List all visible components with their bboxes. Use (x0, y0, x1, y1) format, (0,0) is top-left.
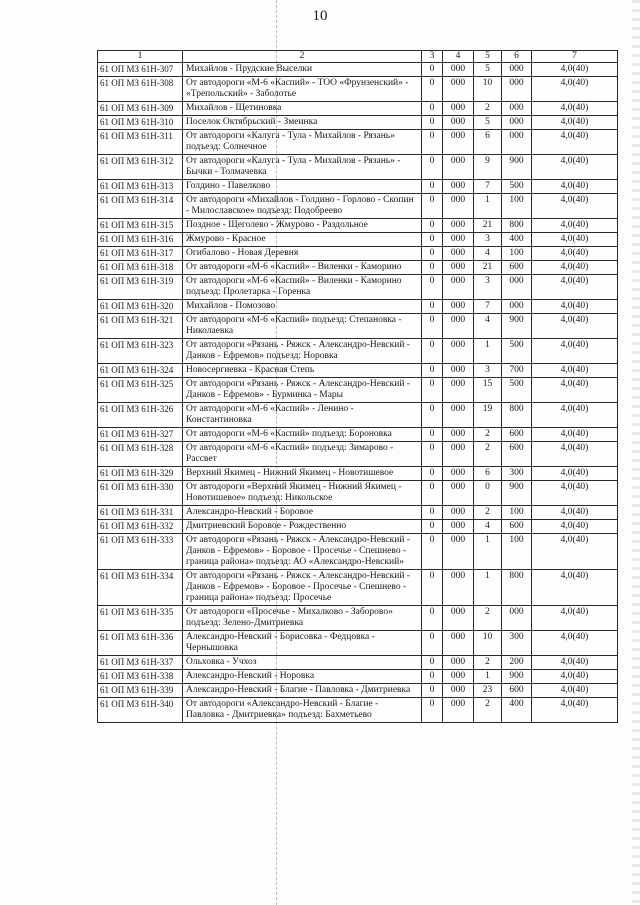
value-cell: 1 (474, 194, 502, 219)
table-row (98, 300, 618, 314)
road-code-cell: 61 ОП МЗ 61Н-333 (98, 534, 183, 570)
value-cell: 000 (443, 606, 474, 631)
category-cell: 4,0(40) (532, 247, 618, 261)
value-cell: 000 (443, 300, 474, 314)
road-name-cell: От автодороги «Рязань - Ряжск - Александро-Невский - Данков - Ефремов» подъезд: Норовка (183, 339, 422, 364)
value-cell: 9 (474, 155, 502, 180)
road-code-cell: 61 ОП МЗ 61Н-327 (98, 428, 183, 442)
value-cell: 2 (474, 506, 502, 520)
road-name-cell: От автодороги «Рязань - Ряжск - Александро-Невский - Данков - Ефремов» - Боровое - Просечье - Спешнево - граница района» подъезд: АО «Александро-Невский» (183, 534, 422, 570)
category-cell: 4,0(40) (532, 520, 618, 534)
road-code-cell: 61 ОП МЗ 61Н-314 (98, 194, 183, 219)
column-header: 4 (443, 51, 474, 63)
category-cell: 4,0(40) (532, 428, 618, 442)
value-cell: 000 (443, 467, 474, 481)
table-row (98, 261, 618, 275)
road-name-cell: Ольховка - Учхоз (183, 656, 422, 670)
category-cell: 4,0(40) (532, 300, 618, 314)
road-name-cell: Поселок Октябрьский - Змеинка (183, 116, 422, 130)
value-cell: 2 (474, 656, 502, 670)
value-cell: 000 (443, 155, 474, 180)
road-code-cell: 61 ОП МЗ 61Н-340 (98, 698, 183, 723)
value-cell: 000 (502, 116, 532, 130)
value-cell: 0 (422, 656, 443, 670)
road-name-cell: От автодороги «Верхний Якимец - Нижний Якимец - Новотишевое» подъезд: Никольское (183, 481, 422, 506)
value-cell: 0 (422, 481, 443, 506)
road-name-cell: Поздное - Щеголево - Жмурово - Раздольное (183, 219, 422, 233)
value-cell: 10 (474, 77, 502, 102)
value-cell: 15 (474, 378, 502, 403)
value-cell: 6 (474, 467, 502, 481)
category-cell: 4,0(40) (532, 631, 618, 656)
value-cell: 1 (474, 570, 502, 606)
value-cell: 000 (443, 219, 474, 233)
value-cell: 2 (474, 102, 502, 116)
road-name-cell: От автодороги «Рязань - Ряжск - Александро-Невский - Данков - Ефремов» - Боровое - Просечье - Спешнево - граница района» подъезд: Просечье (183, 570, 422, 606)
road-name-cell: Дмитриевский Боровое - Рождественно (183, 520, 422, 534)
table-row (98, 481, 618, 506)
road-code-cell: 61 ОП МЗ 61Н-319 (98, 275, 183, 300)
value-cell: 400 (502, 698, 532, 723)
value-cell: 21 (474, 219, 502, 233)
table-row (98, 233, 618, 247)
value-cell: 900 (502, 481, 532, 506)
value-cell: 0 (422, 698, 443, 723)
table-row (98, 631, 618, 656)
value-cell: 0 (422, 219, 443, 233)
category-cell: 4,0(40) (532, 698, 618, 723)
value-cell: 0 (422, 684, 443, 698)
value-cell: 000 (443, 339, 474, 364)
value-cell: 0 (422, 428, 443, 442)
value-cell: 2 (474, 698, 502, 723)
road-code-cell: 61 ОП МЗ 61Н-313 (98, 180, 183, 194)
road-name-cell: Михайлов - Щетиновка (183, 102, 422, 116)
road-code-cell: 61 ОП МЗ 61Н-316 (98, 233, 183, 247)
road-name-cell: От автодороги «М-6 «Каспий» - Виленки - Каморино (183, 261, 422, 275)
road-code-cell: 61 ОП МЗ 61Н-315 (98, 219, 183, 233)
road-name-cell: От автодороги «М-6 «Каспий» - ТОО «Фрунзенский» - «Трепольский» - Заболотье (183, 77, 422, 102)
category-cell: 4,0(40) (532, 155, 618, 180)
value-cell: 3 (474, 364, 502, 378)
category-cell: 4,0(40) (532, 219, 618, 233)
value-cell: 100 (502, 534, 532, 570)
category-cell: 4,0(40) (532, 275, 618, 300)
column-header: 3 (422, 51, 443, 63)
road-name-cell: От автодороги «М-6 «Каспий» подъезд: Бороновка (183, 428, 422, 442)
category-cell: 4,0(40) (532, 261, 618, 275)
value-cell: 000 (502, 63, 532, 77)
road-code-cell: 61 ОП МЗ 61Н-307 (98, 63, 183, 77)
table-row (98, 63, 618, 77)
value-cell: 0 (422, 534, 443, 570)
table-row (98, 155, 618, 180)
road-code-cell: 61 ОП МЗ 61Н-324 (98, 364, 183, 378)
value-cell: 000 (443, 698, 474, 723)
value-cell: 000 (502, 77, 532, 102)
value-cell: 0 (422, 130, 443, 155)
table-row (98, 570, 618, 606)
value-cell: 0 (422, 247, 443, 261)
value-cell: 19 (474, 403, 502, 428)
road-code-cell: 61 ОП МЗ 61Н-317 (98, 247, 183, 261)
value-cell: 0 (422, 63, 443, 77)
value-cell: 100 (502, 247, 532, 261)
value-cell: 200 (502, 656, 532, 670)
value-cell: 000 (443, 520, 474, 534)
road-code-cell: 61 ОП МЗ 61Н-310 (98, 116, 183, 130)
column-header: 1 (98, 51, 183, 63)
value-cell: 0 (422, 506, 443, 520)
table-row (98, 378, 618, 403)
value-cell: 000 (502, 130, 532, 155)
value-cell: 300 (502, 467, 532, 481)
value-cell: 900 (502, 155, 532, 180)
table-row (98, 102, 618, 116)
road-name-cell: От автодороги «Рязань - Ряжск - Александро-Невский - Данков - Ефремов» - Бурминка - Мары (183, 378, 422, 403)
value-cell: 3 (474, 233, 502, 247)
category-cell: 4,0(40) (532, 194, 618, 219)
category-cell: 4,0(40) (532, 684, 618, 698)
value-cell: 000 (443, 102, 474, 116)
value-cell: 000 (443, 428, 474, 442)
value-cell: 000 (443, 403, 474, 428)
road-code-cell: 61 ОП МЗ 61Н-325 (98, 378, 183, 403)
table-header-row (98, 51, 618, 63)
value-cell: 4 (474, 520, 502, 534)
table-row (98, 506, 618, 520)
value-cell: 000 (443, 180, 474, 194)
category-cell: 4,0(40) (532, 63, 618, 77)
value-cell: 2 (474, 442, 502, 467)
table-row (98, 194, 618, 219)
table-row (98, 606, 618, 631)
value-cell: 0 (422, 300, 443, 314)
road-code-cell: 61 ОП МЗ 61Н-337 (98, 656, 183, 670)
table-row (98, 314, 618, 339)
value-cell: 000 (443, 130, 474, 155)
value-cell: 0 (474, 481, 502, 506)
value-cell: 0 (422, 194, 443, 219)
value-cell: 0 (422, 155, 443, 180)
road-name-cell: От автодороги «М-6 «Каспий» - Виленки - Каморино подъезд: Пролетарка - Горенка (183, 275, 422, 300)
value-cell: 000 (443, 656, 474, 670)
value-cell: 7 (474, 300, 502, 314)
road-code-cell: 61 ОП МЗ 61Н-335 (98, 606, 183, 631)
value-cell: 100 (502, 506, 532, 520)
category-cell: 4,0(40) (532, 233, 618, 247)
value-cell: 000 (443, 570, 474, 606)
page-number: 10 (312, 8, 328, 24)
table-row (98, 130, 618, 155)
value-cell: 6 (474, 130, 502, 155)
value-cell: 000 (502, 300, 532, 314)
table-row (98, 116, 618, 130)
road-code-cell: 61 ОП МЗ 61Н-331 (98, 506, 183, 520)
road-name-cell: От автодороги «Калуга - Тула - Михайлов - Рязань» - Бычки - Толмачевка (183, 155, 422, 180)
category-cell: 4,0(40) (532, 656, 618, 670)
value-cell: 2 (474, 606, 502, 631)
roads-table (97, 50, 618, 723)
road-name-cell: От автодороги «Калуга - Тула - Михайлов - Рязань» подъезд: Солнечное (183, 130, 422, 155)
category-cell: 4,0(40) (532, 506, 618, 520)
value-cell: 000 (443, 481, 474, 506)
road-code-cell: 61 ОП МЗ 61Н-336 (98, 631, 183, 656)
value-cell: 600 (502, 684, 532, 698)
category-cell: 4,0(40) (532, 467, 618, 481)
value-cell: 0 (422, 77, 443, 102)
road-code-cell: 61 ОП МЗ 61Н-329 (98, 467, 183, 481)
value-cell: 4 (474, 247, 502, 261)
value-cell: 23 (474, 684, 502, 698)
road-name-cell: Жмурово - Красное (183, 233, 422, 247)
category-cell: 4,0(40) (532, 442, 618, 467)
category-cell: 4,0(40) (532, 570, 618, 606)
value-cell: 000 (443, 534, 474, 570)
value-cell: 800 (502, 570, 532, 606)
road-name-cell: Голдино - Павелково (183, 180, 422, 194)
value-cell: 500 (502, 378, 532, 403)
table-row (98, 77, 618, 102)
table-row (98, 670, 618, 684)
value-cell: 000 (443, 63, 474, 77)
value-cell: 000 (443, 378, 474, 403)
category-cell: 4,0(40) (532, 378, 618, 403)
value-cell: 0 (422, 314, 443, 339)
value-cell: 2 (474, 428, 502, 442)
table-row (98, 442, 618, 467)
value-cell: 000 (443, 364, 474, 378)
value-cell: 400 (502, 233, 532, 247)
category-cell: 4,0(40) (532, 481, 618, 506)
value-cell: 21 (474, 261, 502, 275)
category-cell: 4,0(40) (532, 606, 618, 631)
category-cell: 4,0(40) (532, 670, 618, 684)
table-row (98, 656, 618, 670)
value-cell: 300 (502, 631, 532, 656)
value-cell: 000 (443, 670, 474, 684)
value-cell: 000 (443, 261, 474, 275)
column-header: 2 (183, 51, 422, 63)
value-cell: 000 (443, 631, 474, 656)
value-cell: 0 (422, 403, 443, 428)
value-cell: 000 (502, 275, 532, 300)
value-cell: 900 (502, 670, 532, 684)
value-cell: 000 (443, 442, 474, 467)
category-cell: 4,0(40) (532, 364, 618, 378)
table-row (98, 180, 618, 194)
road-name-cell: Александро-Невский - Норовка (183, 670, 422, 684)
value-cell: 3 (474, 275, 502, 300)
value-cell: 700 (502, 364, 532, 378)
road-code-cell: 61 ОП МЗ 61Н-321 (98, 314, 183, 339)
road-name-cell: Александро-Невский - Благие - Павловка - Дмитриевка (183, 684, 422, 698)
road-name-cell: От автодороги «М-6 «Каспий» подъезд: Степановка - Николаевка (183, 314, 422, 339)
road-code-cell: 61 ОП МЗ 61Н-318 (98, 261, 183, 275)
road-code-cell: 61 ОП МЗ 61Н-312 (98, 155, 183, 180)
road-code-cell: 61 ОП МЗ 61Н-338 (98, 670, 183, 684)
road-code-cell: 61 ОП МЗ 61Н-309 (98, 102, 183, 116)
value-cell: 1 (474, 339, 502, 364)
value-cell: 100 (502, 194, 532, 219)
value-cell: 5 (474, 116, 502, 130)
value-cell: 600 (502, 442, 532, 467)
table-row (98, 520, 618, 534)
value-cell: 0 (422, 180, 443, 194)
value-cell: 000 (443, 506, 474, 520)
column-header: 5 (474, 51, 502, 63)
road-name-cell: Михайлов - Прудские Выселки (183, 63, 422, 77)
value-cell: 7 (474, 180, 502, 194)
value-cell: 600 (502, 261, 532, 275)
category-cell: 4,0(40) (532, 314, 618, 339)
road-code-cell: 61 ОП МЗ 61Н-326 (98, 403, 183, 428)
category-cell: 4,0(40) (532, 534, 618, 570)
table-row (98, 403, 618, 428)
table-row (98, 684, 618, 698)
value-cell: 000 (443, 194, 474, 219)
value-cell: 0 (422, 520, 443, 534)
value-cell: 0 (422, 670, 443, 684)
value-cell: 0 (422, 233, 443, 247)
table-row (98, 534, 618, 570)
category-cell: 4,0(40) (532, 130, 618, 155)
value-cell: 1 (474, 670, 502, 684)
value-cell: 0 (422, 442, 443, 467)
table-body (98, 63, 618, 723)
road-name-cell: От автодороги «М-6 «Каспий» - Ленино - Константиновка (183, 403, 422, 428)
road-code-cell: 61 ОП МЗ 61Н-334 (98, 570, 183, 606)
table-row (98, 275, 618, 300)
value-cell: 800 (502, 403, 532, 428)
road-name-cell: Михайлов - Помозово (183, 300, 422, 314)
table-row (98, 219, 618, 233)
table-row (98, 428, 618, 442)
value-cell: 000 (443, 77, 474, 102)
table-row (98, 339, 618, 364)
value-cell: 000 (443, 314, 474, 339)
value-cell: 000 (502, 102, 532, 116)
value-cell: 000 (443, 684, 474, 698)
road-name-cell: От автодороги «Просечье - Михалково - Заборово» подъезд: Зелено-Дмитриевка (183, 606, 422, 631)
value-cell: 0 (422, 570, 443, 606)
value-cell: 000 (443, 116, 474, 130)
value-cell: 0 (422, 631, 443, 656)
value-cell: 10 (474, 631, 502, 656)
category-cell: 4,0(40) (532, 339, 618, 364)
road-code-cell: 61 ОП МЗ 61Н-311 (98, 130, 183, 155)
column-header: 7 (532, 51, 618, 63)
road-code-cell: 61 ОП МЗ 61Н-339 (98, 684, 183, 698)
value-cell: 000 (443, 275, 474, 300)
category-cell: 4,0(40) (532, 116, 618, 130)
category-cell: 4,0(40) (532, 77, 618, 102)
value-cell: 000 (443, 247, 474, 261)
value-cell: 900 (502, 314, 532, 339)
table-row (98, 467, 618, 481)
value-cell: 000 (502, 606, 532, 631)
road-code-cell: 61 ОП МЗ 61Н-323 (98, 339, 183, 364)
column-header: 6 (502, 51, 532, 63)
value-cell: 600 (502, 520, 532, 534)
road-name-cell: Огибалово - Новая Деревня (183, 247, 422, 261)
road-name-cell: От автодороги «Александро-Невский - Благие - Павловка - Дмитриевка» подъезд: Бахметьево (183, 698, 422, 723)
value-cell: 500 (502, 339, 532, 364)
table-row (98, 698, 618, 723)
category-cell: 4,0(40) (532, 403, 618, 428)
value-cell: 800 (502, 219, 532, 233)
value-cell: 4 (474, 314, 502, 339)
value-cell: 0 (422, 606, 443, 631)
value-cell: 0 (422, 116, 443, 130)
value-cell: 500 (502, 180, 532, 194)
road-code-cell: 61 ОП МЗ 61Н-308 (98, 77, 183, 102)
table-row (98, 247, 618, 261)
value-cell: 0 (422, 102, 443, 116)
road-name-cell: Новосергиевка - Красная Степь (183, 364, 422, 378)
road-name-cell: Александро-Невский - Боровое (183, 506, 422, 520)
category-cell: 4,0(40) (532, 102, 618, 116)
scan-edge (632, 0, 640, 905)
value-cell: 5 (474, 63, 502, 77)
value-cell: 0 (422, 364, 443, 378)
table-row (98, 364, 618, 378)
road-name-cell: От автодороги «М-6 «Каспий» подъезд: Зимарово - Рассвет (183, 442, 422, 467)
value-cell: 1 (474, 534, 502, 570)
category-cell: 4,0(40) (532, 180, 618, 194)
road-code-cell: 61 ОП МЗ 61Н-328 (98, 442, 183, 467)
road-code-cell: 61 ОП МЗ 61Н-332 (98, 520, 183, 534)
road-code-cell: 61 ОП МЗ 61Н-320 (98, 300, 183, 314)
road-code-cell: 61 ОП МЗ 61Н-330 (98, 481, 183, 506)
road-name-cell: От автодороги «Михайлов - Голдино - Горлово - Скопин - Милославское» подъезд: Подобреево (183, 194, 422, 219)
value-cell: 0 (422, 467, 443, 481)
value-cell: 0 (422, 378, 443, 403)
value-cell: 600 (502, 428, 532, 442)
road-name-cell: Верхний Якимец - Нижний Якимец - Новотишевое (183, 467, 422, 481)
value-cell: 0 (422, 339, 443, 364)
road-name-cell: Александро-Невский - Борисовка - Федцовка - Чернышовка (183, 631, 422, 656)
value-cell: 000 (443, 233, 474, 247)
value-cell: 0 (422, 261, 443, 275)
value-cell: 0 (422, 275, 443, 300)
